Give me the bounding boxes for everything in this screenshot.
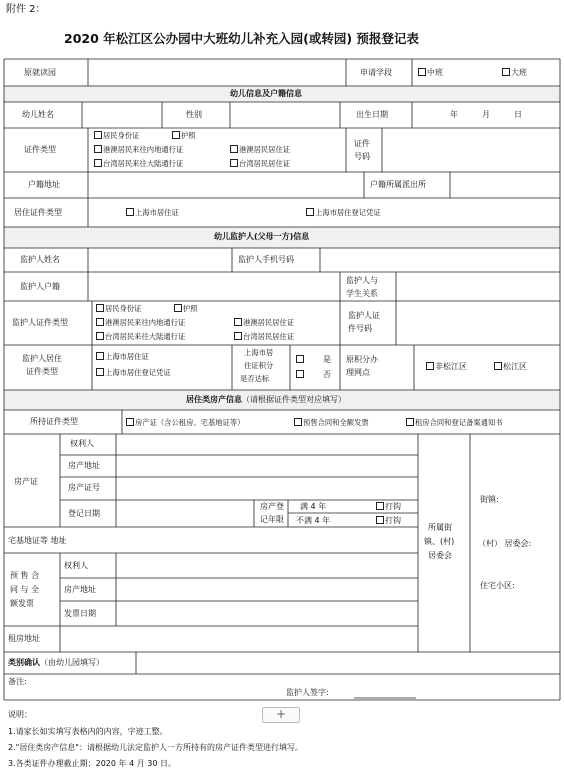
doc-type-label: 所持证件类型 xyxy=(30,417,78,426)
district-label-3: 居委会 xyxy=(428,551,452,560)
g-res-opt-2[interactable]: 上海市居住登记凭证 xyxy=(96,368,171,376)
points-label-2: 住证积分 xyxy=(244,361,274,370)
hukou-addr-label: 户籍地址 xyxy=(28,180,60,189)
doc-opt-1[interactable]: 房产证（含公租房、宅基地证等） xyxy=(126,418,244,426)
community-label: 住宅小区: xyxy=(480,581,515,590)
guardian-hukou-label: 监护人户籍 xyxy=(20,282,60,291)
guardian-id-no-label-1: 监护人证 xyxy=(348,311,380,320)
page-title: 2020 年松江区公办园中大班幼儿补充入园(或转园) 预报登记表 xyxy=(64,31,419,46)
reg-date-label: 登记日期 xyxy=(68,509,100,518)
year-label: 年 xyxy=(450,110,458,119)
presale-label-2: 同 与 全 xyxy=(10,585,40,594)
points-label-3: 是否达标 xyxy=(240,374,270,383)
note-1: 1.请家长如实填写表格内的内容，字迹工整。 xyxy=(8,727,168,736)
network-label-2: 理网点 xyxy=(346,368,370,377)
guardian-res-type-label-1: 监护人居住 xyxy=(22,354,62,363)
hukou-police-label: 户籍所属派出所 xyxy=(370,180,426,189)
district-label-1: 所属街 xyxy=(428,523,452,532)
attachment-label: 附件 2： xyxy=(6,4,46,15)
res-opt-2[interactable]: 上海市居住登记凭证 xyxy=(306,208,381,216)
id-type-label: 证件类型 xyxy=(24,145,56,154)
owner-label: 权利人 xyxy=(70,439,94,448)
notes-title: 说明： xyxy=(8,710,32,719)
full4-tick-checkbox[interactable]: 打钩 xyxy=(376,502,401,511)
g-id-opt-1[interactable]: 居民身份证 xyxy=(96,304,141,312)
id-opt-6[interactable]: 台湾居民居住证 xyxy=(230,159,290,167)
notfull4-label: 不满 4 年 xyxy=(296,516,331,525)
guardian-name-label: 监护人姓名 xyxy=(20,255,60,264)
network-label-1: 原积分办 xyxy=(346,355,378,364)
apply-grade-label: 申请学段 xyxy=(360,68,392,77)
property-addr-label: 房产地址 xyxy=(68,461,100,470)
birth-date-label: 出生日期 xyxy=(356,110,388,119)
property-no-label: 房产证号 xyxy=(68,483,100,492)
relation-label-1: 监护人与 xyxy=(346,276,378,285)
rental-addr-label: 租房地址 xyxy=(8,634,40,643)
years-label-2: 记年限 xyxy=(260,515,284,524)
child-name-label: 幼儿姓名 xyxy=(22,110,54,119)
doc-opt-2[interactable]: 预售合同和全额发票 xyxy=(294,418,369,426)
songjiang-checkbox[interactable]: 松江区 xyxy=(494,362,527,371)
points-label-1: 上海市居 xyxy=(244,348,274,357)
relation-label-2: 学生关系 xyxy=(346,289,378,298)
property-cert-label: 房产证 xyxy=(14,477,38,486)
middle-class-checkbox[interactable]: 中班 xyxy=(418,68,443,77)
category-confirm: 类别确认（由幼儿园填写） xyxy=(8,658,104,667)
invoice-date-label: 发票日期 xyxy=(64,609,96,618)
non-songjiang-checkbox[interactable]: 非松江区 xyxy=(426,362,467,371)
day-label: 日 xyxy=(514,110,522,119)
property-addr2-label: 房产地址 xyxy=(64,585,96,594)
gender-label: 性别 xyxy=(186,110,202,119)
res-opt-1[interactable]: 上海市居住证 xyxy=(126,208,179,216)
guardian-sign-label: 监护人签字: xyxy=(286,688,329,697)
g-id-opt-2[interactable]: 护照 xyxy=(174,304,198,312)
id-opt-5[interactable]: 台湾居民来往大陆通行证 xyxy=(94,159,183,167)
g-id-opt-4[interactable]: 港澳居民居住证 xyxy=(234,318,294,326)
homestead-addr-label: 宅基地证等 地址 xyxy=(8,536,67,545)
residence-type-label: 居住证件类型 xyxy=(14,208,62,217)
points-no-checkbox[interactable]: 否 xyxy=(296,370,331,379)
notfull4-tick-checkbox[interactable]: 打钩 xyxy=(376,516,401,525)
guardian-phone-label: 监护人手机号码 xyxy=(238,255,294,264)
owner2-label: 权利人 xyxy=(64,561,88,570)
g-id-opt-6[interactable]: 台湾居民居住证 xyxy=(234,332,294,340)
id-number-label-2: 号码 xyxy=(354,152,370,161)
note-2: 2."居住类房产信息"：请根据幼儿法定监护人一方所持有的房产证件类型进行填写。 xyxy=(8,743,303,752)
guardian-id-type-label: 监护人证件类型 xyxy=(12,318,68,327)
note-3: 3.各类证件办理截止期：2020 年 4 月 30 日。 xyxy=(8,759,176,768)
month-label: 月 xyxy=(482,110,490,119)
id-opt-1[interactable]: 居民身份证 xyxy=(94,131,139,139)
years-label-1: 房产登 xyxy=(260,502,284,511)
points-yes-checkbox[interactable]: 是 xyxy=(296,355,331,364)
section3-title: 居住类房产信息（请根据证件类型对应填写） xyxy=(186,395,346,404)
id-opt-4[interactable]: 港澳居民居住证 xyxy=(230,145,290,153)
senior-class-checkbox[interactable]: 大班 xyxy=(502,68,527,77)
g-id-opt-3[interactable]: 港澳居民来往内地通行证 xyxy=(96,318,185,326)
committee-label: （村） 居委会: xyxy=(478,539,532,548)
presale-label-3: 额发票 xyxy=(10,599,34,608)
presale-label-1: 预 售 合 xyxy=(10,571,40,580)
id-number-label-1: 证件 xyxy=(354,139,370,148)
section1-title: 幼儿信息及户籍信息 xyxy=(230,89,302,98)
district-label-2: 镇、(村) xyxy=(424,537,455,546)
add-row-button[interactable]: + xyxy=(262,707,300,723)
remarks-label: 备注: xyxy=(8,677,27,686)
guardian-id-no-label-2: 件号码 xyxy=(348,324,372,333)
doc-opt-3[interactable]: 租房合同和登记备案通知书 xyxy=(406,418,503,426)
g-id-opt-5[interactable]: 台湾居民来往大陆通行证 xyxy=(96,332,185,340)
guardian-res-type-label-2: 证件类型 xyxy=(26,367,58,376)
id-opt-3[interactable]: 港澳居民来往内地通行证 xyxy=(94,145,183,153)
original-kindergarten-label: 原就读园 xyxy=(24,68,56,77)
id-opt-2[interactable]: 护照 xyxy=(172,131,196,139)
street-label: 街镇: xyxy=(480,495,499,504)
g-res-opt-1[interactable]: 上海市居住证 xyxy=(96,352,149,360)
full4-label: 满 4 年 xyxy=(300,502,327,511)
section2-title: 幼儿监护人(父母一方)信息 xyxy=(214,232,310,241)
